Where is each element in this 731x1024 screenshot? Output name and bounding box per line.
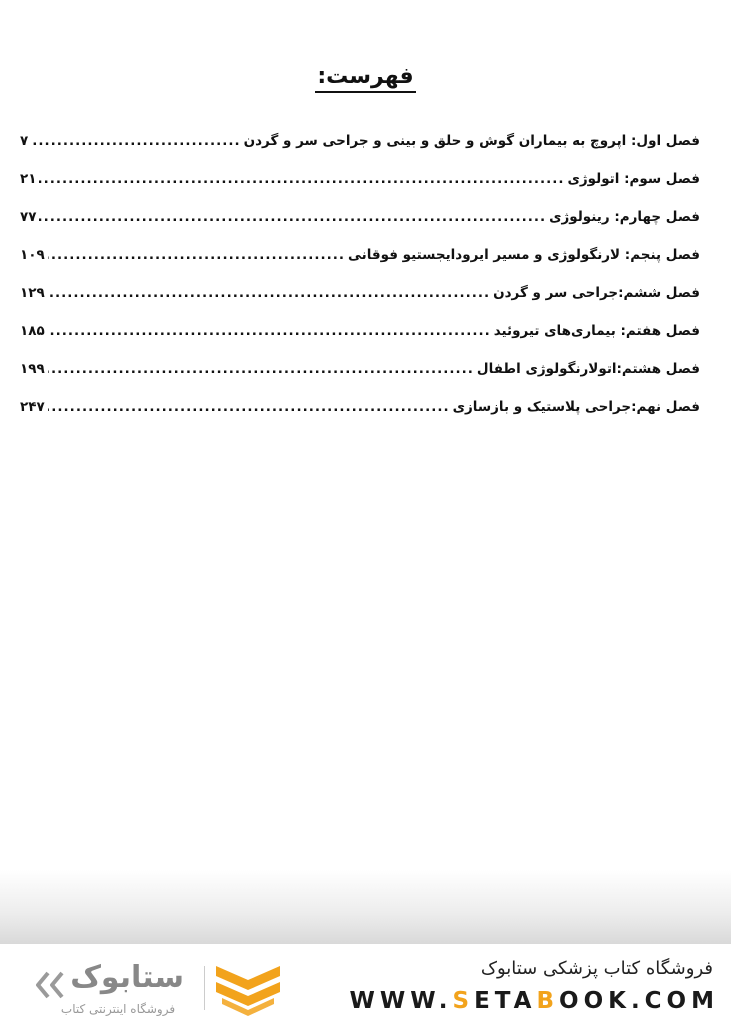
store-url[interactable] (350, 988, 720, 1014)
toc-entry-page: ۷۷ (20, 209, 37, 225)
toc-entry-title: فصل ششم:جراحی سر و گردن (493, 285, 700, 301)
toc-leader-dots (39, 209, 546, 225)
toc-entry[interactable] (20, 171, 700, 209)
toc-entry[interactable] (20, 247, 700, 285)
logo-subtitle: فروشگاه اینترنتی کتاب (60, 1002, 176, 1016)
toc-leader-dots (48, 361, 474, 377)
toc-entry-page: ۱۸۵ (20, 323, 45, 339)
toc-entry[interactable] (20, 323, 700, 361)
toc-entry-title: فصل پنجم: لارنگولوژی و مسیر ایرودایجستیو فوقانی (348, 247, 700, 263)
toc-heading-text: فهرست: (315, 64, 415, 93)
toc-entry-page: ۱۹۹ (20, 361, 45, 377)
toc-entry-title: فصل نهم:جراحی پلاستیک و بازسازی (452, 399, 700, 415)
toc-entry-title: فصل هشتم:اتولارنگولوژی اطفال (476, 361, 700, 377)
url-highlight: B (536, 988, 560, 1014)
url-highlight: S (452, 988, 475, 1014)
url-part: OOK.COM (559, 988, 719, 1014)
toc-entry-page: ۱۰۹ (20, 247, 45, 263)
toc-entry[interactable] (20, 285, 700, 323)
toc-entry-title: فصل هفتم: بیماری‌های تیروئید (493, 323, 700, 339)
toc-leader-dots (48, 399, 450, 415)
toc-entry-page: ۲۱ (20, 171, 37, 187)
toc-entry-title: فصل چهارم: رینولوژی (549, 209, 700, 225)
logo-wordmark: ستابوک (70, 960, 184, 995)
toc-leader-dots (39, 171, 564, 187)
chevron-stack-logo-icon (212, 962, 284, 1016)
store-name: فروشگاه کتاب پزشکی ستابوک (480, 958, 713, 979)
toc-entry-page: ۷ (20, 133, 29, 149)
toc-entry[interactable] (20, 133, 700, 171)
double-chevron-left-icon (34, 970, 68, 1000)
toc-entry[interactable] (20, 361, 700, 399)
toc-heading (0, 64, 731, 89)
toc-entry-page: ۱۲۹ (20, 285, 45, 301)
toc-entry[interactable] (20, 209, 700, 247)
toc-leader-dots (48, 285, 490, 301)
toc-leader-dots (48, 323, 491, 339)
logo-divider (204, 966, 205, 1010)
toc-entry-title: فصل سوم: اتولوژی (567, 171, 700, 187)
toc-entry[interactable] (20, 399, 700, 437)
url-part: WWW. (349, 988, 453, 1014)
url-part: ETA (474, 988, 537, 1014)
toc-entry-title: فصل اول: اپروچ به بیماران گوش و حلق و بینی و جراحی سر و گردن (243, 133, 700, 149)
page-bottom-shadow (0, 870, 731, 944)
toc-leader-dots (48, 247, 345, 263)
setabook-logo[interactable] (34, 960, 284, 1020)
toc-leader-dots (31, 133, 240, 149)
table-of-contents (20, 133, 700, 437)
toc-entry-page: ۲۴۷ (20, 399, 45, 415)
store-footer-banner (0, 944, 731, 1024)
